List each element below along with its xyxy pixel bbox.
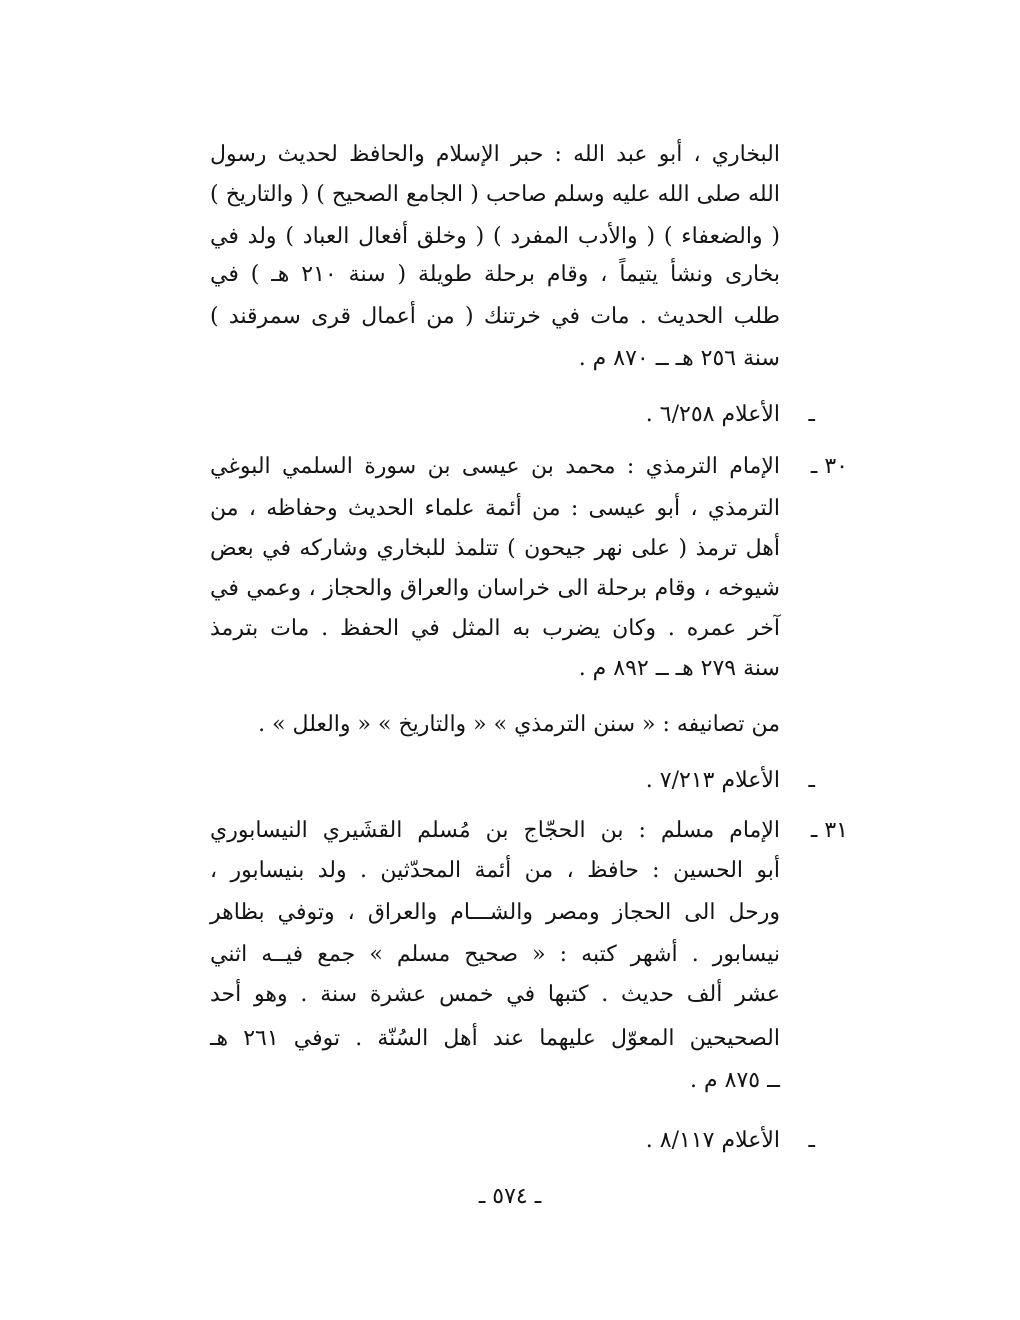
entry-29-line-2: الله صلى الله عليه وسلم صاحب ( الجامع الصحيح ) ( والتاريخ ) [210,182,780,207]
entry-29-line-5: طلب الحديث . مات في خرتنك ( من أعمال قرى سمرقند ) [210,304,780,329]
entry-29-line-6: سنة ٢٥٦ هـ ــ ٨٧٠ م . [578,346,780,371]
entry-29-line-4: بخارى ونشأ يتيماً ، وقام برحلة طويلة ( سنة ٢١٠ هـ ) في [210,262,780,287]
entry-31-line-2: أبو الحسين : حافظ ، من أئمة المحدّثين . ولد بنيسابور ، [210,858,780,883]
entry-31-line-4: نيسابور . أشهر كتبه : « صحيح مسلم » جمع فيــه اثني [210,942,780,967]
entry-30-line-5: آخر عمره . وكان يضرب به المثل في الحفظ . مات بترمذ [210,616,780,641]
entry-31-number: ٣١ ـ [810,818,848,843]
entry-29-line-1: البخاري ، أبو عبد الله : حبر الإسلام والحافظ لحديث رسول [210,142,780,167]
entry-30-line-1: الإمام الترمذي : محمد بن عيسى بن سورة السلمي البوغي [210,454,780,479]
reference-dash: ـ [808,402,815,427]
page-number: ـ ٥٧٤ ـ [478,1184,542,1209]
entry-31-line-6: الصحيحين المعوّل عليهما عند أهل السُنّة . توفي ٢٦١ هـ [210,1026,780,1051]
reference-dash: ـ [808,768,815,793]
entry-31-line-1: الإمام مسلم : بن الحجّاج بن مُسلم القشَيري النيسابوري [210,818,780,843]
entry-31-line-7: ــ ٨٧٥ م . [690,1068,780,1093]
entry-30-reference: الأعلام ٧/٢١٣ . [645,768,780,793]
entry-30-line-4: شيوخه ، وقام برحلة الى خراسان والعراق والحجاز ، وعمي في [210,576,780,601]
entry-31-reference: الأعلام ٨/١١٧ . [645,1128,780,1153]
entry-29-line-3: ( والضعفاء ) ( والأدب المفرد ) ( وخلق أفعال العباد ) ولد في [210,224,780,249]
entry-29-reference: الأعلام ٦/٢٥٨ . [645,402,780,427]
entry-30-works: من تصانيفه : « سنن الترمذي » « والتاريخ » « والعلل » . [258,712,780,737]
entry-31-line-3: ورحل الى الحجاز ومصر والشـــام والعراق ، وتوفي بظاهر [210,900,780,925]
reference-dash: ـ [808,1128,815,1153]
entry-30-number: ٣٠ ـ [810,454,848,479]
entry-30-line-6: سنة ٢٧٩ هـ ــ ٨٩٢ م . [578,656,780,681]
entry-31-line-5: عشر ألف حديث . كتبها في خمس عشرة سنة . وهو أحد [210,982,780,1007]
entry-30-line-2: الترمذي ، أبو عيسى : من أئمة علماء الحديث وحفاظه ، من [210,496,780,521]
entry-30-line-3: أهل ترمذ ( على نهر جيحون ) تتلمذ للبخاري وشاركه في بعض [210,536,780,561]
